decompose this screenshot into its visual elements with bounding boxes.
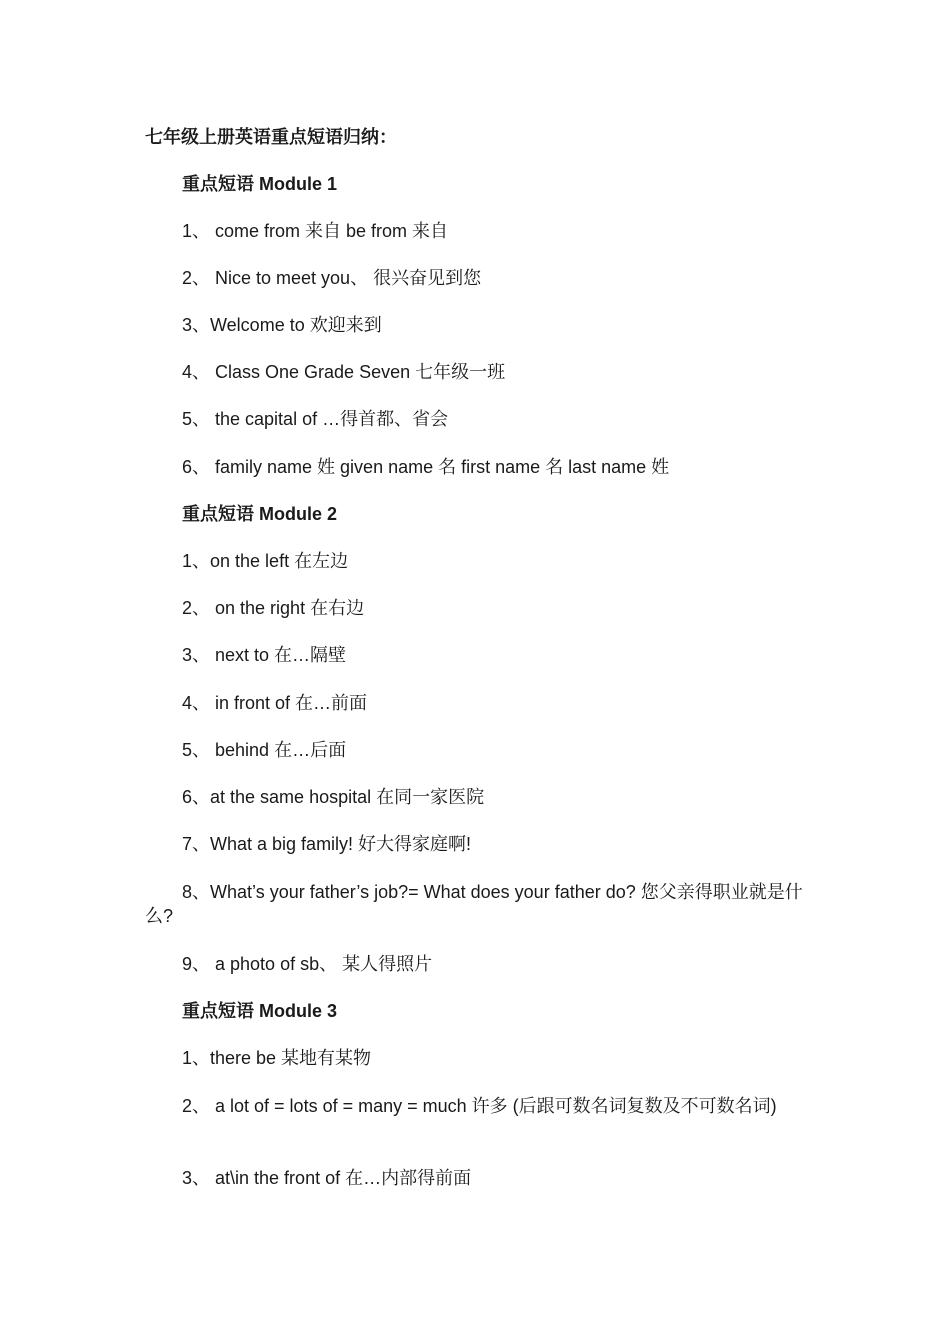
module1-item-3: 3、Welcome to 欢迎来到 (182, 315, 382, 335)
module1-heading: 重点短语 Module 1 (182, 174, 338, 194)
document-title: 七年级上册英语重点短语归纳： (145, 127, 397, 147)
module2-heading: 重点短语 Module 2 (182, 504, 338, 524)
module2-item-5: 5、 behind 在…后面 (182, 740, 347, 760)
module2-item-3: 3、 next to 在…隔壁 (182, 645, 347, 665)
module3-item-3: 3、 at\in the front of 在…内部得前面 (182, 1168, 472, 1188)
module1-item-5: 5、 the capital of …得首都、省会 (182, 409, 449, 429)
module3-item-2: 2、 a lot of = lots of = many = much 许多 (后跟可数名词复数及不可数名词) (182, 1096, 777, 1116)
module2-item-8: 8、What’s your father’s job?= What does your father do? 您父亲得职业就是什么? (145, 882, 803, 926)
module2-item-4: 4、 in front of 在…前面 (182, 693, 368, 713)
module2-item-6: 6、at the same hospital 在同一家医院 (182, 787, 485, 807)
module1-item-1: 1、 come from 来自 be from 来自 (182, 221, 449, 241)
module1-item-6: 6、 family name 姓 given name 名 first name 名 last name 姓 (182, 457, 670, 477)
module3-item-1: 1、there be 某地有某物 (182, 1048, 372, 1068)
module2-item-1: 1、on the left 在左边 (182, 551, 349, 571)
module2-item-7: 7、What a big family! 好大得家庭啊! (182, 834, 472, 854)
module2-item-9: 9、 a photo of sb、 某人得照片 (182, 954, 433, 974)
module1-item-2: 2、 Nice to meet you、 很兴奋见到您 (182, 268, 482, 288)
module3-heading: 重点短语 Module 3 (182, 1001, 338, 1021)
module2-item-2: 2、 on the right 在右边 (182, 598, 365, 618)
module1-item-4: 4、 Class One Grade Seven 七年级一班 (182, 362, 506, 382)
